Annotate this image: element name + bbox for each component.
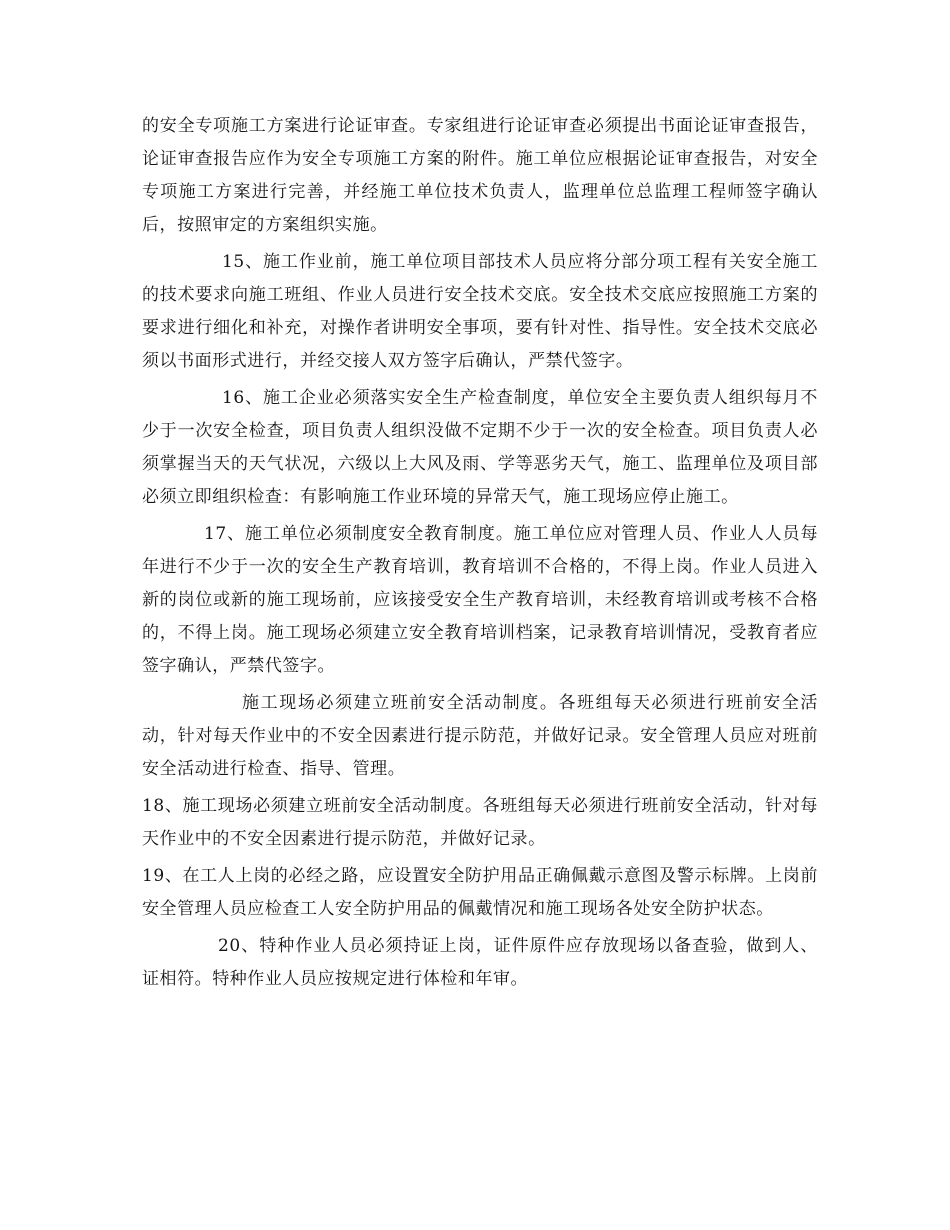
paragraph-continuation: 的安全专项施工方案进行论证审查。专家组进行论证审查必须提出书面论证审查报告，论证审查报告应作为安全专项施工方案的附件。施工单位应根据论证审查报告，对安全专项施工方案进行完善，并经施工单位技术负责人，监理单位总监理工程师签字确认后，按照审定的方案组织实施。 <box>142 116 818 235</box>
paragraph-pre-shift-activity: 施工现场必须建立班前安全活动制度。各班组每天必须进行班前安全活动，针对每天作业中的不安全因素进行提示防范，并做好记录。安全管理人员应对班前安全活动进行检查、指导、管理。 <box>142 693 818 779</box>
paragraph-item-20: 20、特种作业人员必须持证上岗，证件原件应存放现场以备查验，做到人、证相符。特种作业人员应按规定进行体检和年审。 <box>142 936 818 989</box>
paragraph-item-15: 15、施工作业前，施工单位项目部技术人员应将分部分项工程有关安全施工的技术要求向施工班组、作业人员进行安全技术交底。安全技术交底应按照施工方案的要求进行细化和补充，对操作者讲明安全事项，要有针对性、指导性。安全技术交底必须以书面形式进行，并经交接人双方签字后确认，严禁代签字。 <box>142 252 818 371</box>
document-page <box>142 110 818 1000</box>
paragraph-item-17: 17、施工单位必须制度安全教育制度。施工单位应对管理人员、作业人人员每年进行不少于一次的安全生产教育培训，教育培训不合格的，不得上岗。作业人员进入新的岗位或新的施工现场前，应该接受安全生产教育培训，未经教育培训或考核不合格的，不得上岗。施工现场必须建立安全教育培训档案，记录教育培训情况，受教育者应签字确认，严禁代签字。 <box>142 524 818 676</box>
paragraph-item-19: 19、在工人上岗的必经之路，应设置安全防护用品正确佩戴示意图及警示标牌。上岗前安全管理人员应检查工人安全防护用品的佩戴情况和施工现场各处安全防护状态。 <box>142 866 818 919</box>
paragraph-item-18: 18、施工现场必须建立班前安全活动制度。各班组每天必须进行班前安全活动，针对每天作业中的不安全因素进行提示防范，并做好记录。 <box>142 796 818 849</box>
paragraph-item-16: 16、施工企业必须落实安全生产检查制度，单位安全主要负责人组织每月不少于一次安全检查，项目负责人组织没做不定期不少于一次的安全检查。项目负责人必须掌握当天的天气状况，六级以上大风及雨、学等恶劣天气，施工、监理单位及项目部必须立即组织检查：有影响施工作业环境的异常天气，施工现场应停止施工。 <box>142 388 818 507</box>
